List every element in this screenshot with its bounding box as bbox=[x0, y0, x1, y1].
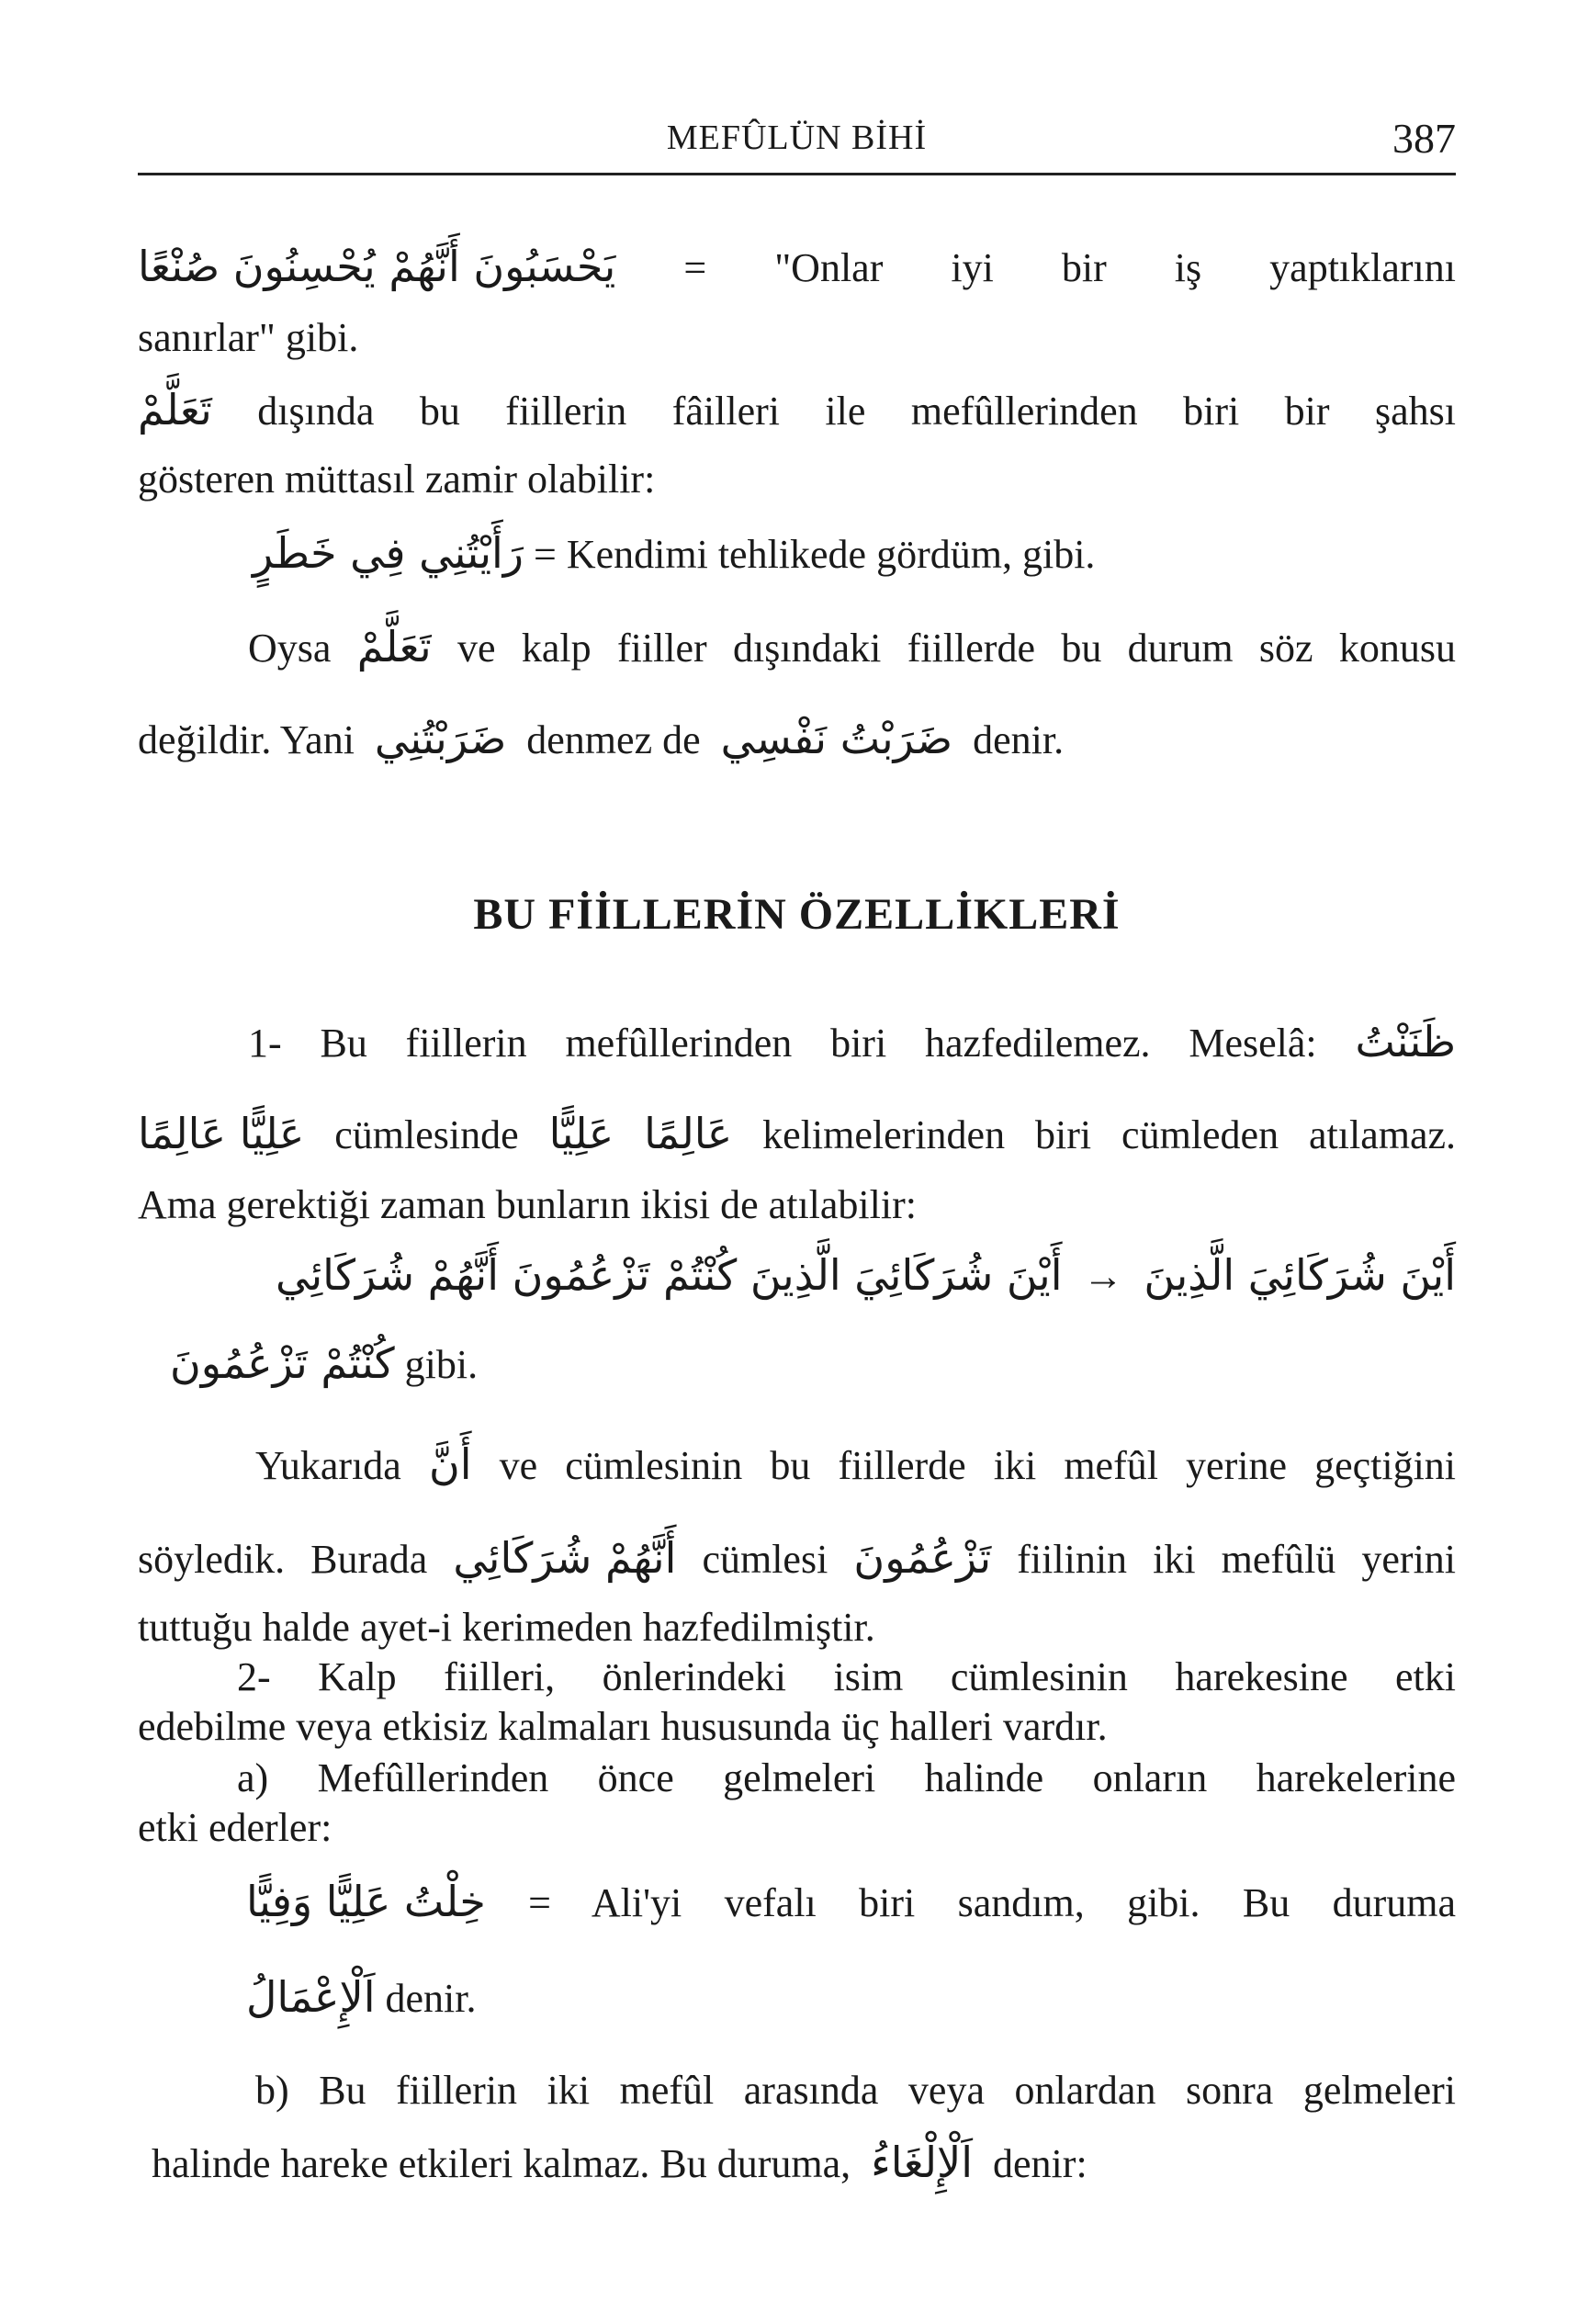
paragraph-line bbox=[138, 1701, 1456, 1753]
text: söyledik. Burada bbox=[138, 1537, 428, 1582]
text: dışında bu fiillerin fâilleri ile mefûllerinden biri bir şahsı bbox=[257, 389, 1456, 434]
section-title: BU FİİLLERİN ÖZELLİKLERİ bbox=[473, 890, 1121, 939]
arrow-icon: → bbox=[1082, 1254, 1123, 1299]
paragraph-line bbox=[246, 1971, 1456, 2025]
arabic-phrase: أَنَّهُمْ شُرَكَائِي bbox=[453, 1533, 677, 1583]
text: gösteren müttasıl zamir olabilir: bbox=[138, 457, 656, 502]
text: = "Onlar iyi bir iş yaptıklarını bbox=[683, 245, 1456, 290]
text: denmez de bbox=[526, 717, 701, 762]
text: = Ali'yi vefalı biri sandım, gibi. Bu duruma bbox=[528, 1880, 1456, 1925]
text: tuttuğu halde ayet-i kerimeden hazfedilmiştir. bbox=[138, 1605, 875, 1650]
paragraph-line bbox=[138, 1602, 1456, 1653]
paragraph-line bbox=[253, 527, 1456, 581]
arabic-word: ظَنَنْتُ bbox=[1355, 1017, 1457, 1066]
arabic-word: تَعَلَّمْ bbox=[356, 622, 432, 671]
paragraph-line bbox=[138, 1532, 1456, 1585]
paragraph-line bbox=[138, 312, 1456, 364]
paragraph-line bbox=[138, 384, 1456, 437]
arabic-verse: أَيْنَ شُرَكَائِيَ الَّذِينَ كُنْتُمْ تَزْعُمُونَ أَنَّهُمْ شُرَكَائِي bbox=[276, 1250, 1063, 1300]
text: sanırlar" gibi. bbox=[138, 315, 359, 360]
paragraph-line bbox=[248, 621, 1456, 674]
arabic-word: ضَرَبْتُنِي bbox=[374, 714, 507, 763]
text: Oysa bbox=[248, 626, 332, 671]
paragraph-line bbox=[237, 1753, 1456, 1804]
arabic-word: اَلْإِلْغَاءُ bbox=[871, 2138, 974, 2187]
paragraph-line bbox=[138, 713, 1456, 766]
text: kelimelerinden biri cümleden atılamaz. bbox=[762, 1112, 1457, 1157]
arabic-phrase: ضَرَبْتُ نَفْسِي bbox=[720, 714, 953, 763]
arabic-word: تَزْعُمُونَ bbox=[853, 1533, 992, 1583]
paragraph-line bbox=[246, 1876, 1456, 1929]
text: 1- Bu fiillerin mefûllerinden biri hazfedilemez. Meselâ: bbox=[248, 1021, 1317, 1066]
paragraph-line bbox=[138, 1802, 1456, 1854]
text: b) Bu fiillerin iki mefûl arasında veya onlardan sonra gelmeleri bbox=[255, 2068, 1456, 2113]
paragraph-line bbox=[255, 1438, 1456, 1492]
text: denir. bbox=[385, 1976, 477, 2021]
running-title: MEFÛLÜN BİHİ bbox=[666, 118, 928, 157]
text: etki ederler: bbox=[138, 1805, 332, 1850]
arabic-phrase: يَحْسَبُونَ أَنَّهُمْ يُحْسِنُونَ صُنْعًا bbox=[138, 242, 616, 291]
text: ve cümlesinin bu fiillerde iki mefûl yerine geçtiğini bbox=[499, 1443, 1457, 1488]
arabic-word: عَلِيًّا bbox=[548, 1109, 614, 1158]
paragraph-line bbox=[152, 2137, 1456, 2190]
quran-verse-line bbox=[276, 1249, 1456, 1303]
page-number: 387 bbox=[1392, 115, 1456, 162]
paragraph-line bbox=[255, 2065, 1456, 2116]
text: denir: bbox=[993, 2141, 1088, 2186]
paragraph-line bbox=[138, 1108, 1456, 1161]
text: fiilinin iki mefûlü yerini bbox=[1017, 1537, 1457, 1582]
arabic-phrase: كُنْتُمْ تَزْعُمُونَ bbox=[170, 1338, 395, 1388]
text: Ama gerektiği zaman bunların ikisi de atılabilir: bbox=[138, 1182, 917, 1227]
paragraph-line bbox=[248, 1016, 1456, 1069]
text: halinde hareke etkileri kalmaz. Bu duruma, bbox=[152, 2141, 851, 2186]
paragraph-line bbox=[237, 1652, 1456, 1703]
arabic-phrase: عَلِيًّا عَالِمًا bbox=[138, 1109, 305, 1158]
arabic-word: اَلْإِعْمَالُ bbox=[246, 1972, 376, 2022]
text: a) Mefûllerinden önce gelmeleri halinde onların harekelerine bbox=[237, 1755, 1456, 1800]
arabic-word: تَعَلَّمْ bbox=[138, 385, 212, 434]
arabic-verse: أَيْنَ شُرَكَائِيَ الَّذِينَ bbox=[1144, 1250, 1457, 1300]
arabic-phrase: رَأَيْتُنِي فِي خَطَرٍ bbox=[253, 528, 524, 578]
text: cümlesinde bbox=[334, 1112, 519, 1157]
text: = Kendimi tehlikede gördüm, gibi. bbox=[534, 532, 1096, 577]
paragraph-line bbox=[170, 1337, 1456, 1391]
page-header bbox=[138, 108, 1456, 175]
text: ve kalp fiiller dışındaki fiillerde bu durum söz konusu bbox=[457, 626, 1457, 671]
text: 2- Kalp fiilleri, önlerindeki isim cümlesinin harekesine etki bbox=[237, 1654, 1456, 1699]
text: denir. bbox=[973, 717, 1065, 762]
arabic-word: أَنَّ bbox=[428, 1439, 472, 1489]
text: gibi. bbox=[404, 1342, 479, 1387]
arabic-word: عَالِمًا bbox=[644, 1109, 733, 1158]
text: değildir. Yani bbox=[138, 717, 355, 762]
text: edebilme veya etkisiz kalmaları hususunda üç halleri vardır. bbox=[138, 1704, 1108, 1749]
text: cümlesi bbox=[702, 1537, 828, 1582]
arabic-phrase: خِلْتُ عَلِيًّا وَفِيًّا bbox=[246, 1877, 486, 1926]
paragraph-line bbox=[138, 1179, 1456, 1231]
paragraph-line bbox=[138, 454, 1456, 505]
paragraph-line bbox=[138, 241, 1456, 294]
text: Yukarıda bbox=[255, 1443, 401, 1488]
